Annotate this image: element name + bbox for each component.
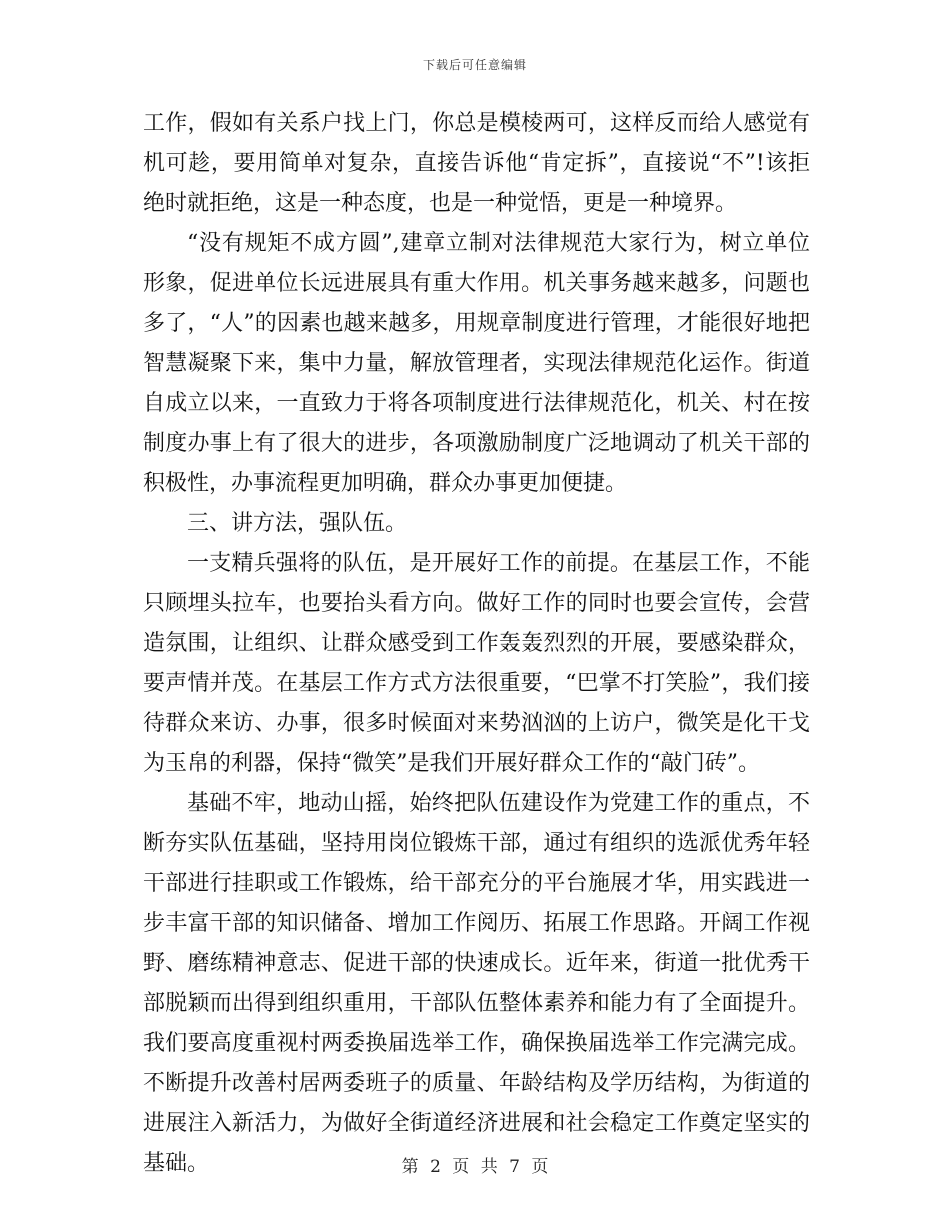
document-body (143, 104, 810, 1184)
page-header-note: 下载后可任意编辑 (422, 58, 527, 72)
paragraph-team: 一支精兵强将的队伍，是开展好工作的前提。在基层工作，不能只顾埋头拉车，也要抬头看方向。做好工作的同时也要会宣传，会营造氛围，让组织、让群众感受到工作轰轰烈烈的开展，要感染群众，要声情并茂。在基层工作方式方法很重要，“巴掌不打笑脸”，我们接待群众来访、办事，很多时候面对来势汹汹的上访户，微笑是化干戈为玉帛的利器，保持“微笑”是我们开展好群众工作的“敲门砖”。 (143, 551, 810, 776)
paragraph-continuation: 工作，假如有关系户找上门，你总是模棱两可，这样反而给人感觉有机可趁，要用简单对复杂，直接告诉他“肯定拆”，直接说“不”!该拒绝时就拒绝，这是一种态度，也是一种觉悟，更是一种境界。 (143, 111, 810, 216)
section-heading: 三、讲方法，强队伍。 (187, 511, 408, 536)
page-number: 第 2 页 共 7 页 (401, 1157, 549, 1177)
paragraph-rules: “没有规矩不成方圆”,建章立制对法律规范大家行为，树立单位形象，促进单位长远进展具有重大作用。机关事务越来越多，问题也多了，“人”的因素也越来越多，用规章制度进行管理，才能很好地把智慧凝聚下来，集中力量，解放管理者，实现法律规范化运作。街道自成立以来，一直致力于将各项制度进行法律规范化，机关、村在按制度办事上有了很大的进步，各项激励制度广泛地调动了机关干部的积极性，办事流程更加明确，群众办事更加便捷。 (143, 231, 810, 496)
paragraph-foundation: 基础不牢，地动山摇，始终把队伍建设作为党建工作的重点，不断夯实队伍基础，坚持用岗位锻炼干部，通过有组织的选派优秀年轻干部进行挂职或工作锻炼，给干部充分的平台施展才华，用实践进一步丰富干部的知识储备、增加工作阅历、拓展工作思路。开阔工作视野、磨练精神意志、促进干部的快速成长。近年来，街道一批优秀干部脱颖而出得到组织重用，干部队伍整体素养和能力有了全面提升。我们要高度重视村两委换届选举工作，确保换届选举工作完满完成。不断提升改善村居两委班子的质量、年龄结构及学历结构，为街道的进展注入新活力，为做好全街道经济进展和社会稳定工作奠定坚实的基础。 (143, 791, 810, 1176)
